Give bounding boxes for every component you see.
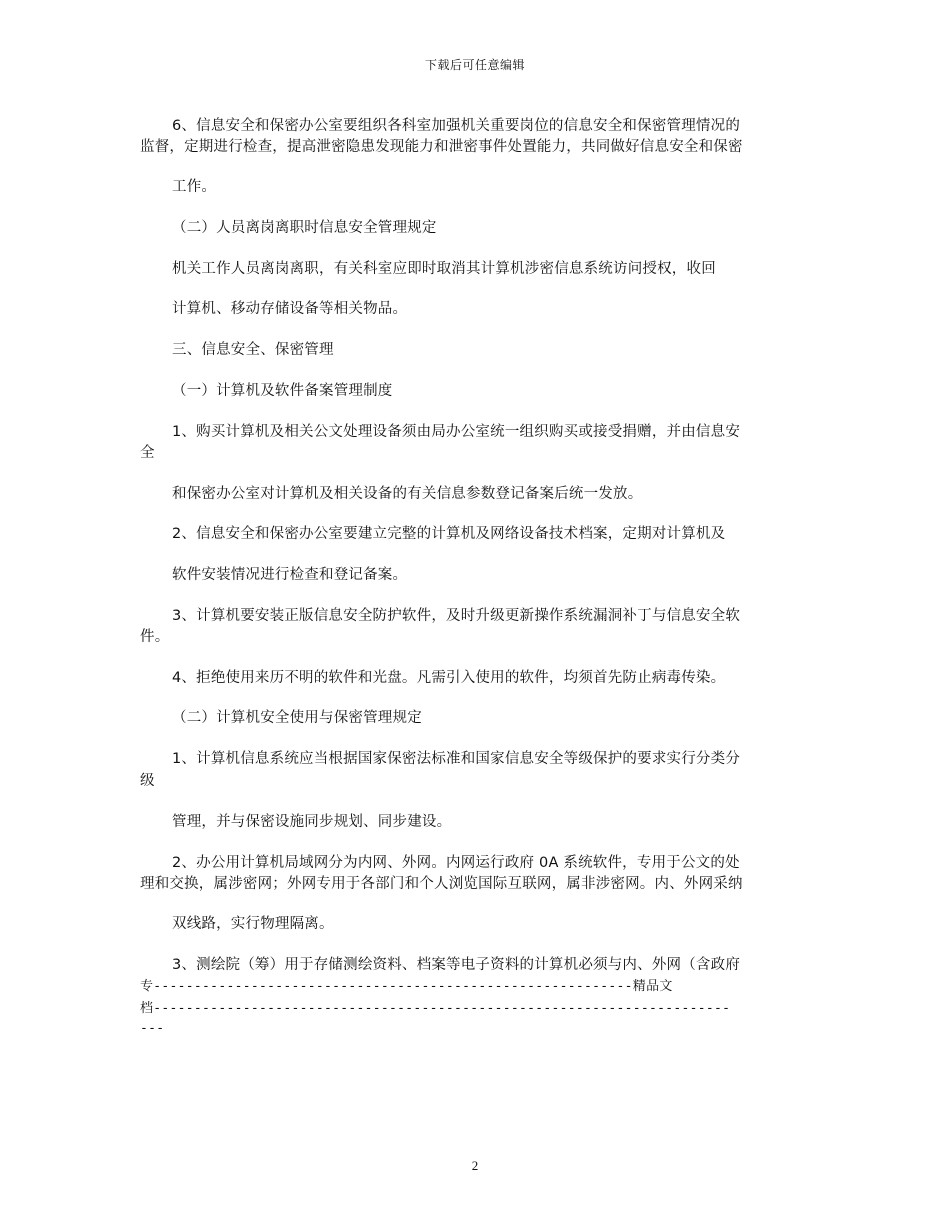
paragraph-line: 6、信息安全和保密办公室要组织各科室加强机关重要岗位的信息安全和保密管理情况的 xyxy=(172,118,741,134)
paragraph-line: 监督，定期进行检查，提高泄密隐患发现能力和泄密事件处置能力，共同做好信息安全和保密 xyxy=(140,139,743,155)
section-heading: （二）计算机安全使用与保密管理规定 xyxy=(172,710,422,726)
section-heading: （二）人员离岗离职时信息安全管理规定 xyxy=(172,220,437,236)
paragraph-line: 双线路，实行物理隔离。 xyxy=(172,916,334,932)
paragraph-line: 2、办公用计算机局域网分为内网、外网。内网运行政府 0A 系统软件，专用于公文的处 xyxy=(172,855,740,871)
paragraph-line: 2、信息安全和保密办公室要建立完整的计算机及网络设备技术档案，定期对计算机及 xyxy=(172,526,726,542)
page-number: 2 xyxy=(471,1158,479,1173)
paragraph-line: 4、拒绝使用来历不明的软件和光盘。凡需引入使用的软件，均须首先防止病毒传染。 xyxy=(172,670,726,686)
paragraph-line: 全 xyxy=(140,445,155,461)
paragraph-line: 级 xyxy=(140,773,155,789)
paragraph-line: 软件安装情况进行检查和登记备案。 xyxy=(172,567,408,583)
paragraph-line: 管理，并与保密设施同步规划、同步建设。 xyxy=(172,814,452,830)
footer-dash-line: 档----------------------------------------------------------------------- xyxy=(140,1001,731,1016)
paragraph-line: 1、计算机信息系统应当根据国家保密法标准和国家信息安全等级保护的要求实行分类分 xyxy=(172,751,741,767)
paragraph-line: 机关工作人员离岗离职，有关科室应即时取消其计算机涉密信息系统访问授权，收回 xyxy=(172,261,716,277)
paragraph-line: 件。 xyxy=(140,629,170,645)
paragraph-line: 3、计算机要安装正版信息安全防护软件，及时升级更新操作系统漏洞补丁与信息安全软 xyxy=(172,608,741,624)
paragraph-line: 3、测绘院（筹）用于存储测绘资料、档案等电子资料的计算机必须与内、外网（含政府 xyxy=(172,957,741,973)
paragraph-line: 和保密办公室对计算机及相关设备的有关信息参数登记备案后统一发放。 xyxy=(172,486,643,502)
footer-dash-line: 专-----------------------------------------------------------精品文 xyxy=(140,979,673,994)
footer-dash-line: --- xyxy=(140,1021,165,1036)
paragraph-line: 理和交换，属涉密网；外网专用于各部门和个人浏览国际互联网，属非涉密网。内、外网采纳 xyxy=(140,876,743,892)
paragraph-line: 1、购买计算机及相关公文处理设备须由局办公室统一组织购买或接受捐赠，并由信息安 xyxy=(172,424,741,440)
paragraph-line: 计算机、移动存储设备等相关物品。 xyxy=(172,301,408,317)
section-heading: 三、信息安全、保密管理 xyxy=(172,342,334,358)
section-heading: （一）计算机及软件备案管理制度 xyxy=(172,383,393,399)
page-header: 下载后可任意编辑 xyxy=(424,58,525,72)
paragraph-line: 工作。 xyxy=(172,179,217,195)
